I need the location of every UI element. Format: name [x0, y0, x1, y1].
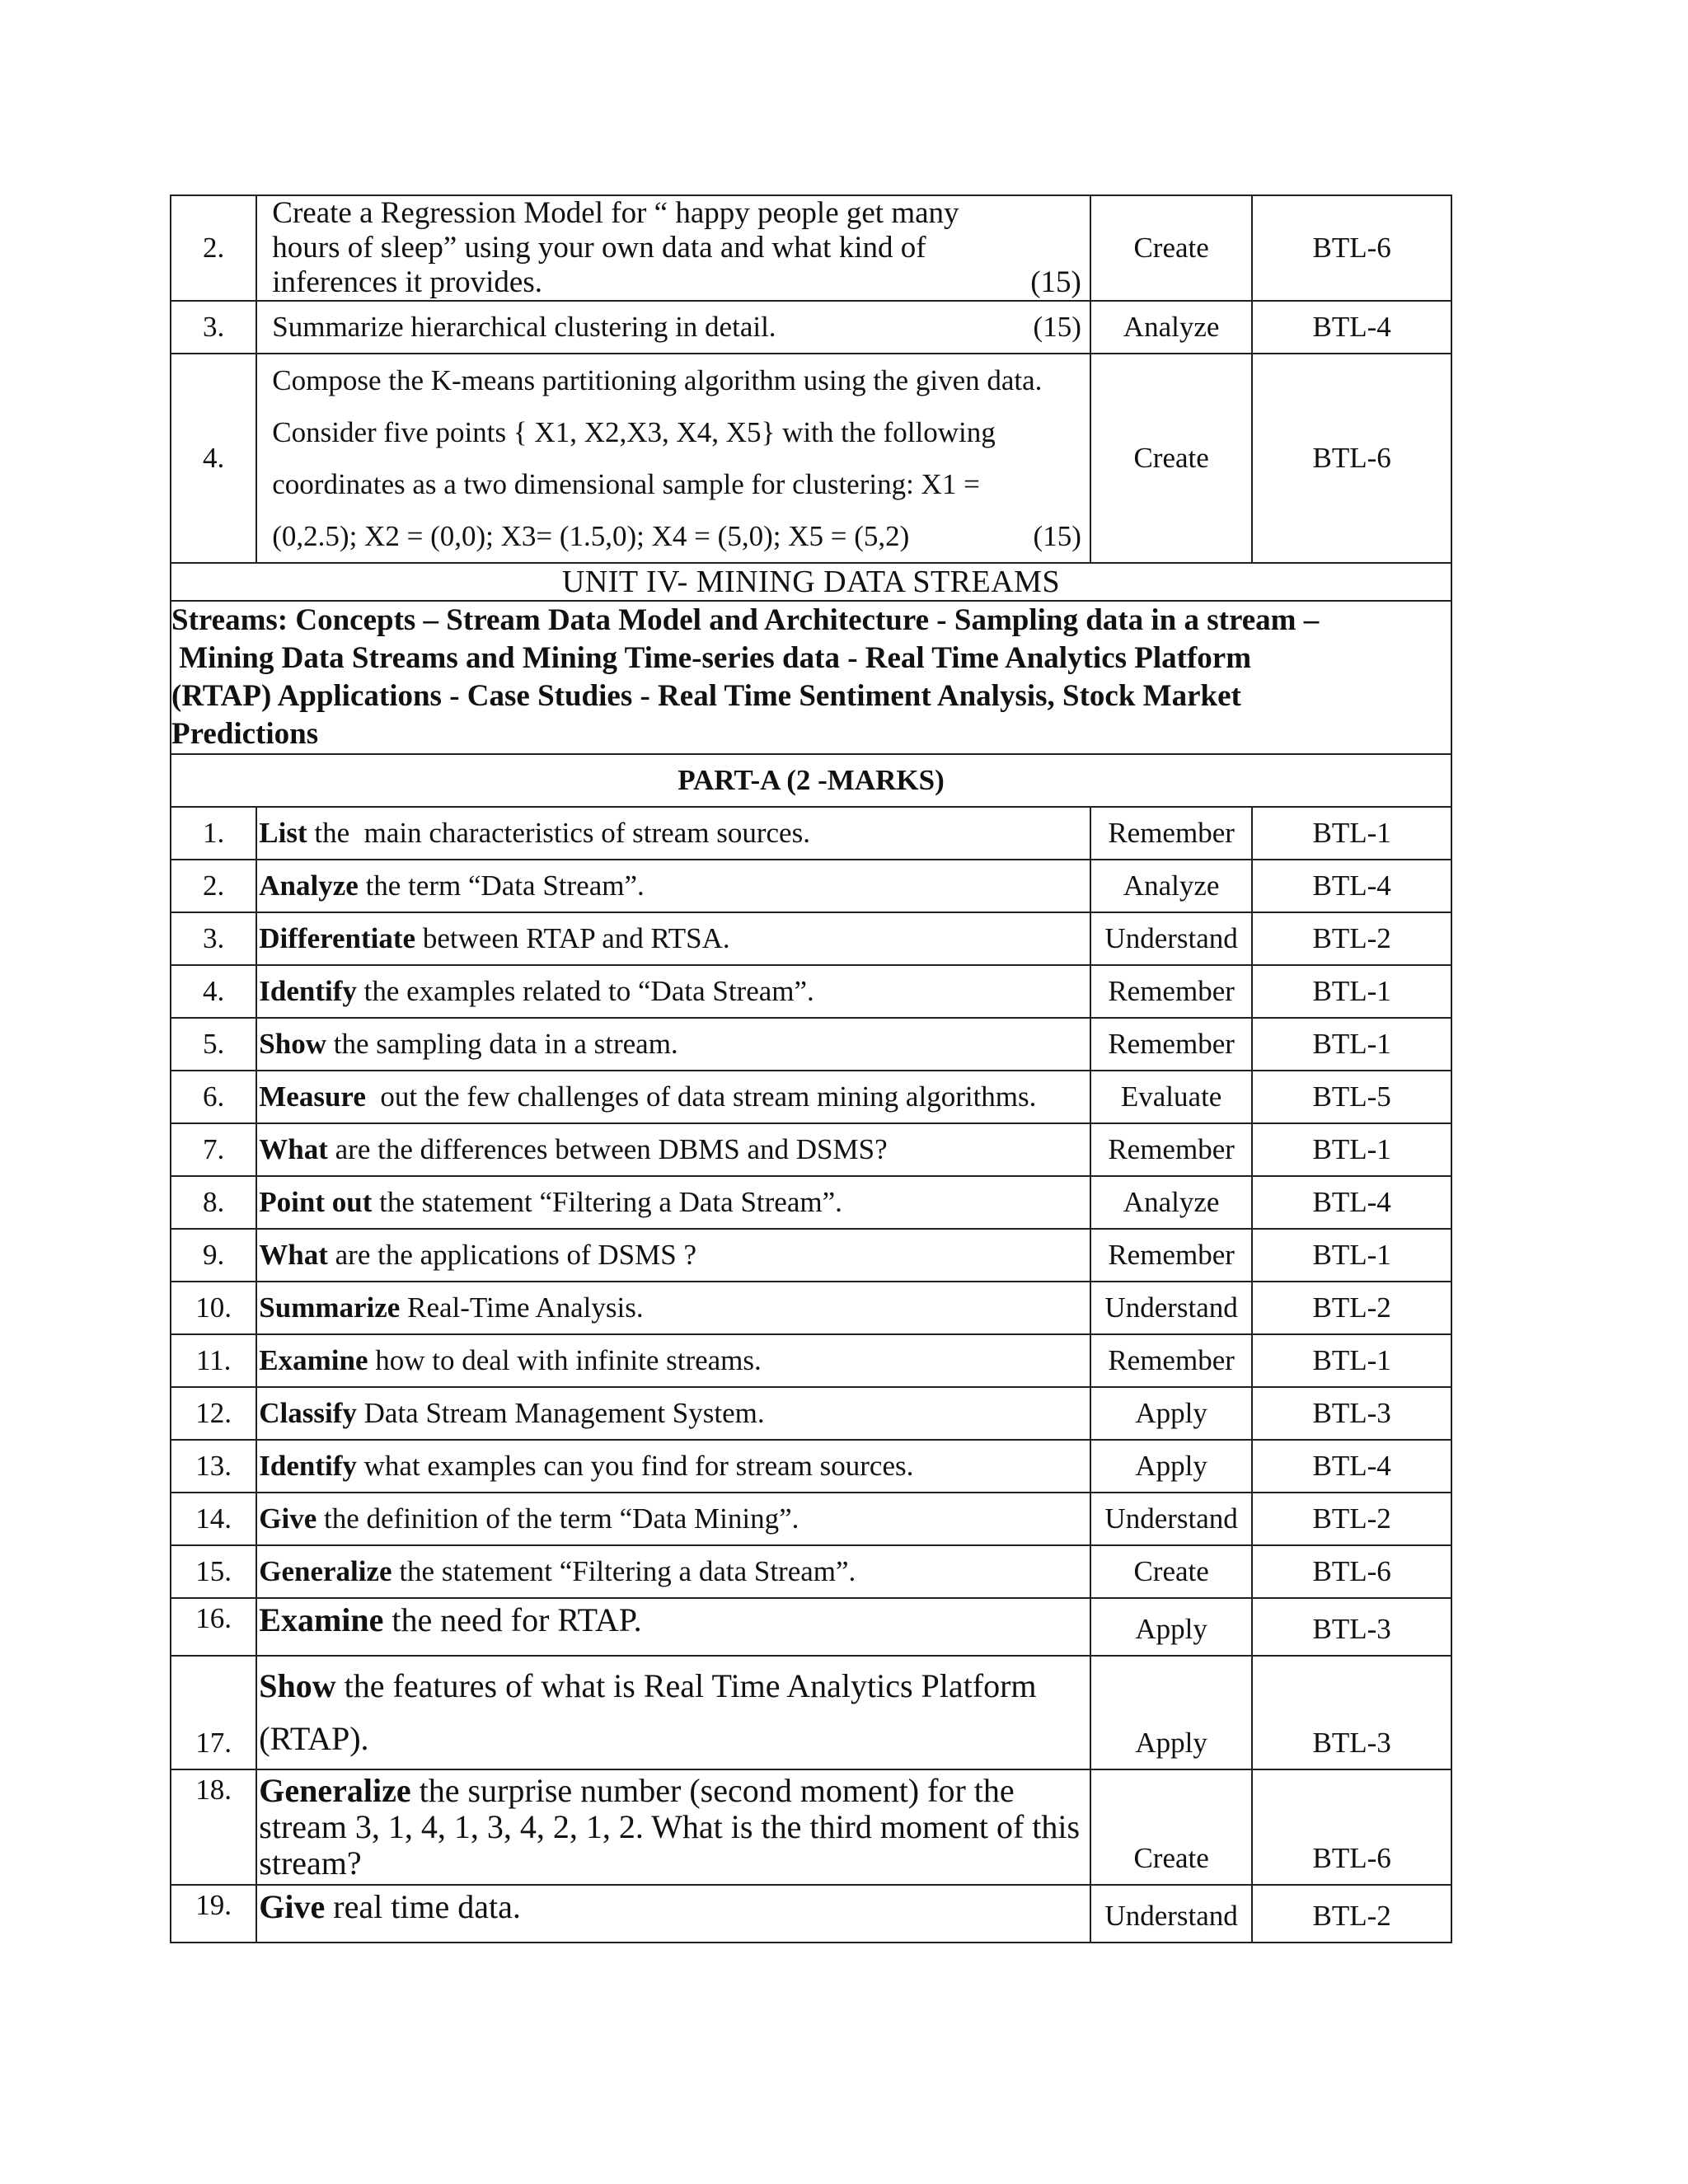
- question-number: 3.: [171, 301, 256, 354]
- topics-line: Streams: Concepts – Stream Data Model and Architecture - Sampling data in a stream –: [171, 603, 1320, 637]
- question-number: 14.: [171, 1493, 256, 1545]
- competence-level: Apply: [1090, 1598, 1253, 1656]
- question-line-with-marks: [272, 510, 1085, 562]
- question-body: between RTAP and RTSA.: [415, 922, 730, 955]
- question-number: 10.: [171, 1282, 256, 1334]
- question-keyword: Classify: [259, 1397, 357, 1430]
- question-keyword: Generalize: [259, 1772, 411, 1809]
- competence-level: Create: [1090, 354, 1253, 563]
- question-line: stream?: [259, 1844, 362, 1882]
- question-number: 8.: [171, 1176, 256, 1229]
- question-number: 17.: [171, 1656, 256, 1769]
- table-row: [171, 1545, 1451, 1598]
- table-row: [171, 1493, 1451, 1545]
- question-line: Compose the K-means partitioning algorithm using the given data.: [272, 364, 1043, 396]
- question-body: the features of what is Real Time Analytics Platform: [335, 1667, 1037, 1704]
- btl-level: BTL-6: [1252, 195, 1451, 301]
- question-text: [256, 965, 1090, 1018]
- question-keyword: Show: [259, 1667, 336, 1704]
- question-line-with-marks: [272, 265, 1085, 300]
- question-keyword: Give: [259, 1888, 326, 1925]
- question-number: 2.: [171, 860, 256, 912]
- competence-level: Evaluate: [1090, 1071, 1253, 1123]
- btl-level: BTL-1: [1252, 1229, 1451, 1282]
- question-number: 1.: [171, 807, 256, 860]
- btl-level: BTL-4: [1252, 1176, 1451, 1229]
- question-number: 18.: [171, 1769, 256, 1885]
- btl-level: BTL-1: [1252, 965, 1451, 1018]
- competence-level: Apply: [1090, 1440, 1253, 1493]
- question-body: how to deal with infinite streams.: [368, 1344, 762, 1377]
- question-keyword: What: [259, 1133, 328, 1166]
- question-text: [256, 1769, 1090, 1885]
- question-keyword: Differentiate: [259, 922, 416, 955]
- question-keyword: List: [259, 817, 307, 850]
- table-row: [171, 860, 1451, 912]
- question-text: [256, 1493, 1090, 1545]
- competence-level: Remember: [1090, 1123, 1253, 1176]
- question-body: Real-Time Analysis.: [400, 1291, 644, 1324]
- btl-level: BTL-4: [1252, 1440, 1451, 1493]
- question-text: [256, 860, 1090, 912]
- btl-level: BTL-4: [1252, 301, 1451, 354]
- question-text: [256, 1123, 1090, 1176]
- competence-level: Remember: [1090, 965, 1253, 1018]
- table-row: [171, 1229, 1451, 1282]
- question-keyword: Summarize: [259, 1291, 401, 1324]
- topics-line: Mining Data Streams and Mining Time-series data - Real Time Analytics Platform: [171, 641, 1252, 675]
- table-row: [171, 1598, 1451, 1656]
- question-body: Data Stream Management System.: [356, 1397, 765, 1430]
- table-row: [171, 301, 1451, 354]
- question-keyword: Measure: [259, 1080, 366, 1113]
- btl-level: BTL-2: [1252, 912, 1451, 965]
- question-keyword: Point out: [259, 1186, 373, 1219]
- question-text: [256, 354, 1090, 563]
- question-keyword: Examine: [259, 1601, 384, 1638]
- competence-level: Understand: [1090, 1493, 1253, 1545]
- marks: (15): [1033, 311, 1081, 344]
- question-number: 9.: [171, 1229, 256, 1282]
- btl-level: BTL-2: [1252, 1885, 1451, 1943]
- topics-line: (RTAP) Applications - Case Studies - Real Time Sentiment Analysis, Stock Market: [171, 679, 1241, 713]
- table-row: [171, 1656, 1451, 1769]
- btl-level: BTL-1: [1252, 1018, 1451, 1071]
- question-number: 4.: [171, 354, 256, 563]
- question-text: [256, 1440, 1090, 1493]
- table-row: [171, 1018, 1451, 1071]
- question-number: 5.: [171, 1018, 256, 1071]
- question-line: [259, 1660, 1090, 1713]
- question-number: 2.: [171, 195, 256, 301]
- unit-title: [171, 563, 1451, 601]
- competence-level: Understand: [1090, 1885, 1253, 1943]
- question-line: [259, 1773, 1090, 1809]
- question-keyword: Generalize: [259, 1555, 392, 1588]
- question-body: real time data.: [325, 1888, 521, 1925]
- competence-level: Apply: [1090, 1656, 1253, 1769]
- table-row: [171, 1769, 1451, 1885]
- btl-level: BTL-6: [1252, 1769, 1451, 1885]
- table-row: [171, 1282, 1451, 1334]
- question-number: 19.: [171, 1885, 256, 1943]
- btl-level: BTL-2: [1252, 1493, 1451, 1545]
- question-line: coordinates as a two dimensional sample for clustering: X1 =: [272, 468, 980, 500]
- table-row: [171, 1885, 1451, 1943]
- competence-level: Remember: [1090, 807, 1253, 860]
- question-number: 4.: [171, 965, 256, 1018]
- question-line: (RTAP).: [259, 1720, 369, 1757]
- question-body: the sampling data in a stream.: [326, 1028, 678, 1061]
- btl-level: BTL-1: [1252, 807, 1451, 860]
- question-bank-table: [170, 194, 1452, 1943]
- question-number: 11.: [171, 1334, 256, 1387]
- btl-level: BTL-2: [1252, 1282, 1451, 1334]
- question-body: the need for RTAP.: [383, 1601, 642, 1638]
- btl-level: BTL-1: [1252, 1334, 1451, 1387]
- question-text: [256, 1334, 1090, 1387]
- competence-level: Apply: [1090, 1387, 1253, 1440]
- question-text: [256, 1885, 1090, 1943]
- question-text: [256, 1545, 1090, 1598]
- competence-level: Understand: [1090, 912, 1253, 965]
- unit-topics: [171, 601, 1451, 754]
- marks: (15): [1033, 520, 1081, 552]
- question-text: [256, 195, 1090, 301]
- question-line: (0,2.5); X2 = (0,0); X3= (1.5,0); X4 = (5,0); X5 = (5,2): [272, 520, 910, 552]
- competence-level: Remember: [1090, 1334, 1253, 1387]
- btl-level: BTL-4: [1252, 860, 1451, 912]
- question-number: 16.: [171, 1598, 256, 1656]
- competence-level: Create: [1090, 195, 1253, 301]
- question-line: inferences it provides.: [272, 265, 543, 299]
- question-text: [256, 1656, 1090, 1769]
- question-number: 6.: [171, 1071, 256, 1123]
- question-text: [256, 1018, 1090, 1071]
- question-text: [256, 1071, 1090, 1123]
- question-number: 3.: [171, 912, 256, 965]
- question-keyword: Analyze: [259, 869, 359, 902]
- table-row: [171, 354, 1451, 563]
- question-line: stream 3, 1, 4, 1, 3, 4, 2, 1, 2. What is the third moment of this: [259, 1808, 1081, 1845]
- question-number: 7.: [171, 1123, 256, 1176]
- question-body: are the differences between DBMS and DSMS?: [327, 1133, 888, 1166]
- question-text: [256, 1282, 1090, 1334]
- btl-level: BTL-1: [1252, 1123, 1451, 1176]
- unit-topics-row: [171, 601, 1451, 754]
- question-body: the term “Data Stream”.: [358, 869, 645, 902]
- question-line: Create a Regression Model for “ happy people get many: [272, 196, 959, 230]
- question-body: the statement “Filtering a data Stream”.: [392, 1555, 856, 1588]
- competence-level: Create: [1090, 1545, 1253, 1598]
- btl-level: BTL-3: [1252, 1656, 1451, 1769]
- btl-level: BTL-3: [1252, 1598, 1451, 1656]
- question-text: [256, 1387, 1090, 1440]
- part-title: PART-A (2 -MARKS): [171, 754, 1451, 807]
- table-row: [171, 1176, 1451, 1229]
- question-body: the main characteristics of stream sources.: [307, 817, 810, 850]
- btl-level: BTL-3: [1252, 1387, 1451, 1440]
- question-number: 12.: [171, 1387, 256, 1440]
- table-row: [171, 912, 1451, 965]
- competence-level: Analyze: [1090, 860, 1253, 912]
- question-number: 15.: [171, 1545, 256, 1598]
- question-keyword: Examine: [259, 1344, 368, 1377]
- table-row: [171, 1334, 1451, 1387]
- table-row: [171, 195, 1451, 301]
- competence-level: Understand: [1090, 1282, 1253, 1334]
- question-line: hours of sleep” using your own data and what kind of: [272, 231, 926, 265]
- table-row: [171, 1387, 1451, 1440]
- btl-level: BTL-6: [1252, 1545, 1451, 1598]
- competence-level: Analyze: [1090, 301, 1253, 354]
- question-body: are the applications of DSMS ?: [327, 1239, 697, 1272]
- table-row: [171, 807, 1451, 860]
- question-keyword: What: [259, 1239, 328, 1272]
- table-row: [171, 1440, 1451, 1493]
- competence-level: Remember: [1090, 1018, 1253, 1071]
- topics-line: Predictions: [171, 717, 319, 751]
- question-line: Summarize hierarchical clustering in detail.: [272, 311, 776, 344]
- question-number: 13.: [171, 1440, 256, 1493]
- competence-level: Analyze: [1090, 1176, 1253, 1229]
- question-text: [256, 1598, 1090, 1656]
- question-keyword: Give: [259, 1502, 317, 1535]
- unit-title-text: UNIT IV- MINING DATA STREAMS: [561, 564, 1061, 599]
- question-keyword: Show: [259, 1028, 326, 1061]
- question-text: [256, 1229, 1090, 1282]
- question-body: the definition of the term “Data Mining”.: [316, 1502, 799, 1535]
- competence-level: Remember: [1090, 1229, 1253, 1282]
- question-line: Consider five points { X1, X2,X3, X4, X5} with the following: [272, 416, 996, 448]
- question-body: the surprise number (second moment) for the: [410, 1772, 1015, 1809]
- question-text: [256, 1176, 1090, 1229]
- part-title-row: [171, 754, 1451, 807]
- question-body: out the few challenges of data stream mining algorithms.: [365, 1080, 1037, 1113]
- marks: (15): [1030, 265, 1081, 299]
- unit-title-row: [171, 563, 1451, 601]
- question-text: [256, 912, 1090, 965]
- question-body: the examples related to “Data Stream”.: [356, 975, 814, 1008]
- question-text: [256, 301, 1090, 354]
- table-row: [171, 965, 1451, 1018]
- table-row: [171, 1123, 1451, 1176]
- question-body: the statement “Filtering a Data Stream”.: [372, 1186, 842, 1219]
- question-keyword: Identify: [259, 1450, 357, 1483]
- question-body: what examples can you find for stream sources.: [356, 1450, 914, 1483]
- part-a-rows: [171, 807, 1451, 1943]
- btl-level: BTL-5: [1252, 1071, 1451, 1123]
- btl-level: BTL-6: [1252, 354, 1451, 563]
- question-text: [256, 807, 1090, 860]
- competence-level: Create: [1090, 1769, 1253, 1885]
- table-row: [171, 1071, 1451, 1123]
- question-keyword: Identify: [259, 975, 357, 1008]
